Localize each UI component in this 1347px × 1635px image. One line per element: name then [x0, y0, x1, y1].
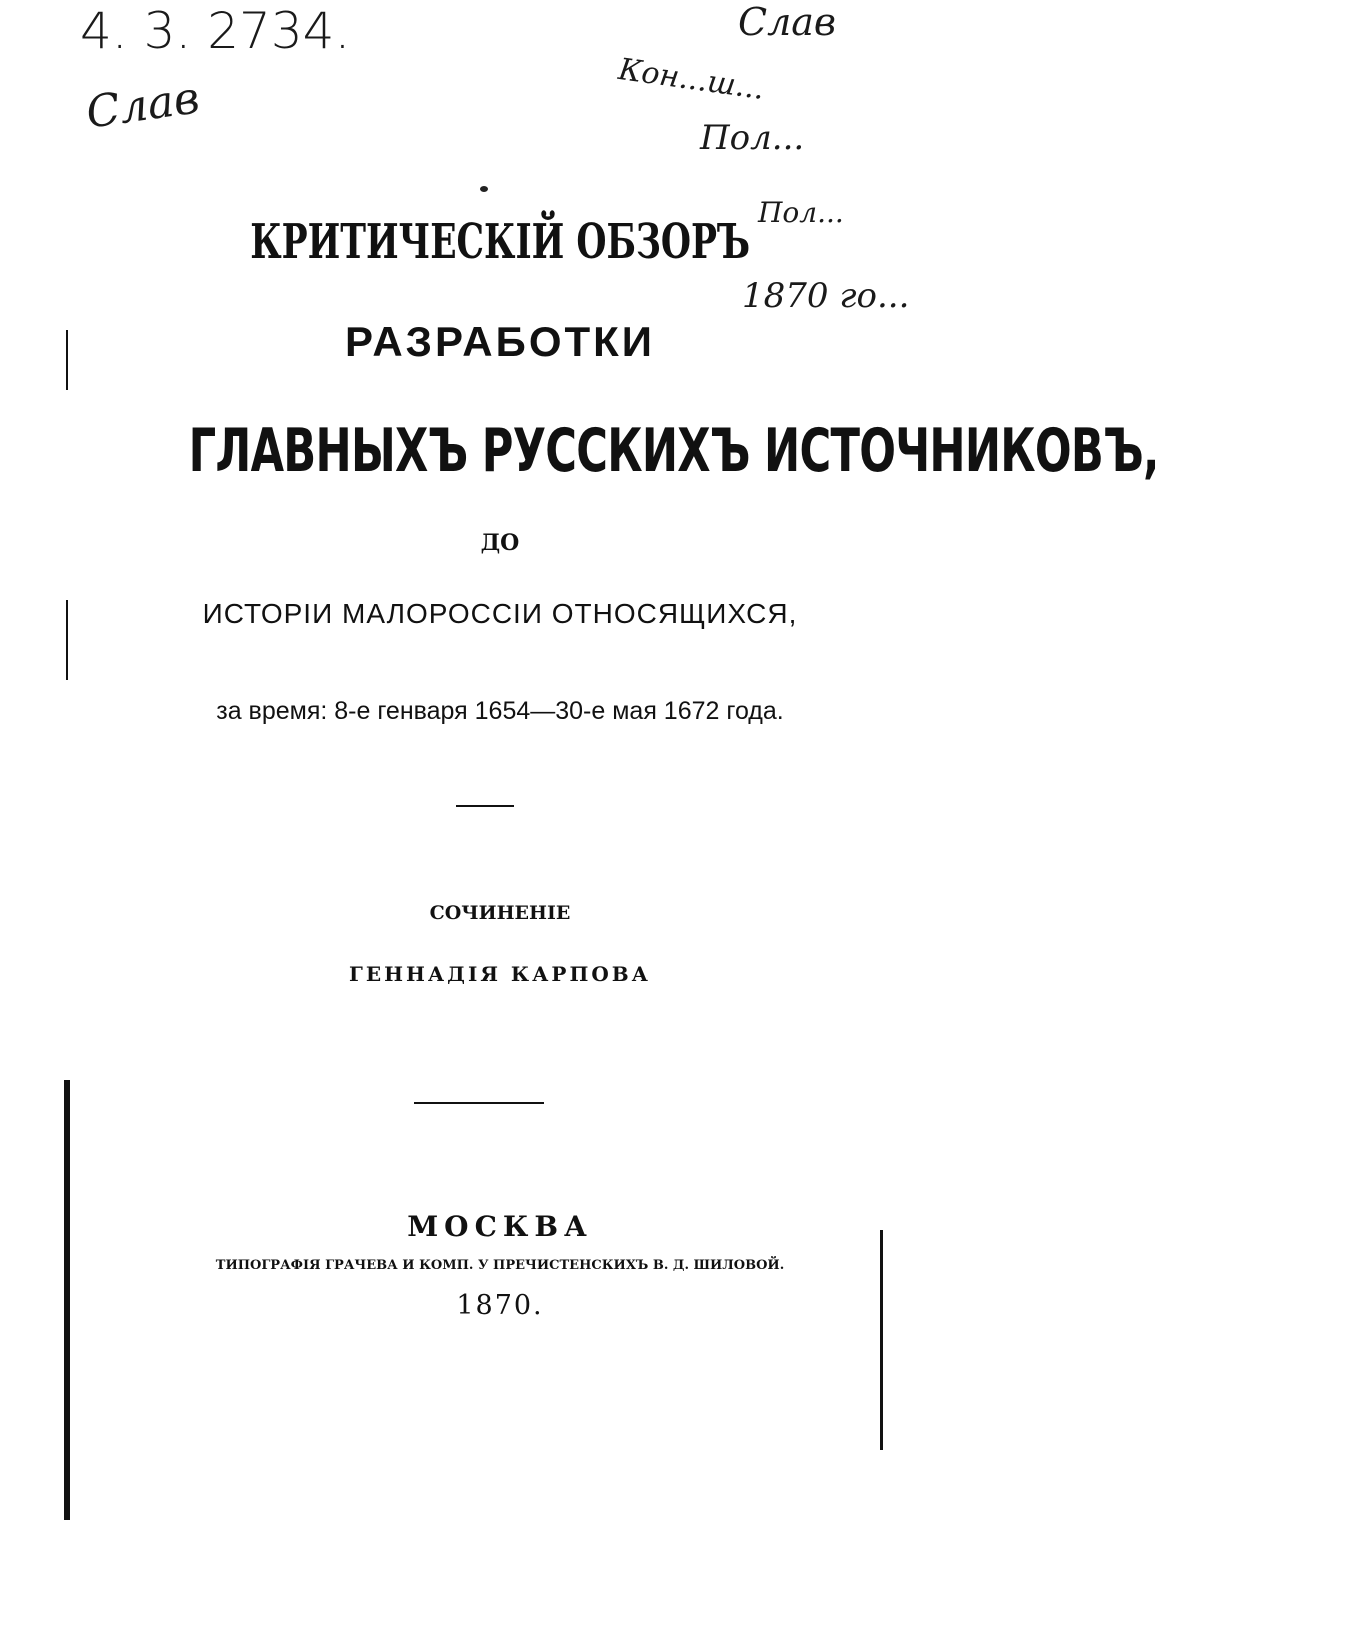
title-line-6 — [0, 697, 1000, 726]
title-line-4 — [0, 530, 1000, 556]
ornament-dash — [456, 805, 514, 807]
title-line-6-text: за время: 8-е генваря 1654—30-е мая 1672 года. — [216, 697, 784, 725]
title-line-5-text: ИСТОРІИ МАЛОРОССІИ ОТНОСЯЩИХСЯ, — [202, 598, 798, 629]
title-line-1 — [0, 214, 1000, 270]
imprint-printer — [0, 1258, 1000, 1273]
imprint-year — [0, 1290, 1000, 1321]
imprint-city — [0, 1210, 1000, 1243]
title-line-2-text: РАЗРАБОТКИ — [345, 318, 655, 365]
imprint-printer-text: ТИПОГРАФІЯ ГРАЧЕВА И КОМП. У ПРЕЧИСТЕНСКИХЪ В. Д. ШИЛОВОЙ. — [215, 1258, 785, 1273]
handwritten-corner-word: Слав — [738, 0, 837, 44]
imprint-city-text: МОСКВА — [407, 1210, 593, 1243]
author-name-text: ГЕННАДІЯ КАРПОВА — [349, 962, 651, 986]
handwritten-shelfmark: 4. 3. 2734. — [80, 2, 351, 60]
author-label-text: СОЧИНЕНІЕ — [429, 902, 571, 924]
title-line-4-text: ДО — [480, 530, 520, 556]
author-name — [0, 962, 1000, 986]
imprint-year-text: 1870. — [456, 1290, 544, 1321]
handwritten-note-line2: Пол... — [700, 118, 805, 158]
title-line-3-text: ГЛАВНЫХЪ РУССКИХЪ ИСТОЧНИКОВЪ, — [188, 416, 1159, 486]
handwritten-left-note: Слав — [83, 72, 203, 139]
handwritten-note-line4: 1870 го... — [742, 276, 910, 316]
separator-rule — [414, 1102, 544, 1104]
ornament-dot — [480, 186, 488, 192]
title-line-2 — [0, 318, 1000, 366]
handwritten-note-line3: Пол... — [758, 196, 844, 229]
title-line-1-text: КРИТИЧЕСКІЙ ОБЗОРЪ — [250, 214, 750, 270]
author-label — [0, 902, 1000, 924]
title-line-5 — [0, 598, 1000, 630]
title-line-3 — [0, 416, 1159, 486]
handwritten-note-line1: Кон...ш... — [616, 51, 767, 108]
